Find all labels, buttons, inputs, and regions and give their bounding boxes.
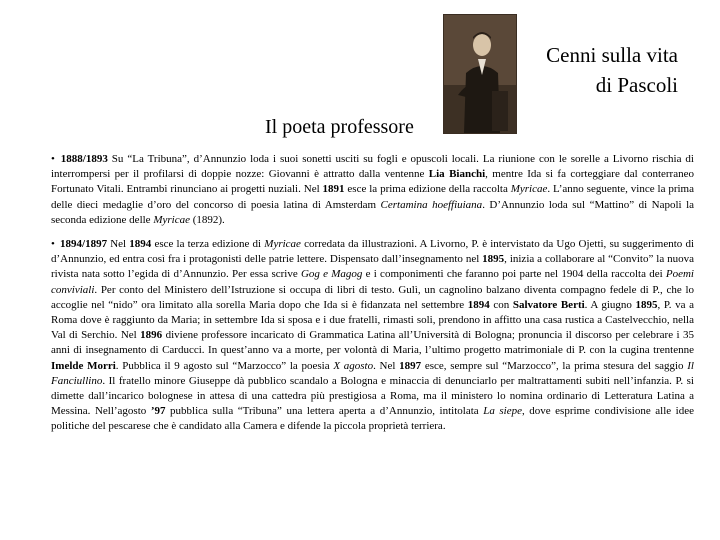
body-text: esce, sempre sul “Marzocco”, la prima stesura del saggio <box>421 359 688 372</box>
section-subtitle: Il poeta professore <box>265 116 414 138</box>
bold-text: Lia Bianchi <box>428 168 486 181</box>
body-text: pubblica sulla “Tribuna” una lettera aperta a d’Annunzio, intitolata <box>165 405 484 418</box>
bullet-icon: • <box>51 238 59 251</box>
bold-text: 1894 <box>129 238 152 251</box>
body-text: , inizia a collaborare al “Convito” la nuova rivista nata sotto l’egida di d’Annunzio. Per essa scrive <box>51 253 695 281</box>
body-text: con <box>489 298 513 311</box>
text-body <box>51 152 694 444</box>
portrait-photo <box>443 14 517 134</box>
body-text: . Pubblica il 9 agosto sul “Marzocco” la poesia <box>115 359 334 372</box>
bold-text: 1891 <box>322 183 345 196</box>
bullet-icon: • <box>51 153 59 165</box>
italic-title: X agosto <box>333 359 374 372</box>
body-text: , dove esprime condivisione alle idee politiche del pescarese che è candidato alla Camera e difende la piccola proprietà terriera. <box>51 405 695 433</box>
italic-title: La siepe <box>483 405 522 418</box>
bold-text: 1888/1893 <box>60 153 108 165</box>
body-text: Su “La Tribuna”, d’Annunzio loda i suoi sonetti usciti su fogli e opuscoli locali. La riunione con le sorelle a Livorno rischia di interrompersi per il profilarsi di doppie nozze: Giovanni è attratto dalla ventenne <box>51 153 694 181</box>
body-text: . Per conto del Ministero dell’Istruzione si occupa di libri di testo. Gulì, un cagnolino balzano diventa compagno fedele di P., che lo accoglie nel “nido” ora limitato alla sorella Maria dopo che Ida si è fidanzata nel settembre <box>51 283 694 311</box>
body-text: diviene professore incaricato di Grammatica Latina all’Università di Bologna; pronuncia il discorso per celebrare i 35 anni di insegnamento di Carducci. In quest’anno va a morte, per volontà di Maria, l’ultimo progetto matrimoniale di P. con la cugina trentenne <box>51 329 695 357</box>
body-text: . L’anno seguente, vince la prima delle dieci medaglie d’oro del concorso di poesia latina di Amsterdam <box>51 183 694 211</box>
paragraph-2 <box>51 237 694 435</box>
bold-text: ’97 <box>150 405 166 418</box>
bold-text: Imelde Morri <box>51 359 116 372</box>
italic-title: Certamina hoeffiuiana <box>380 198 483 211</box>
body-text: corredata da illustrazioni. A Livorno, P. è intervistato da Ugo Ojetti, su suggerimento di d’Annunzio, ed entra così fra i protagonisti delle patrie lettere. Dispensato dall’insegnamento nel <box>51 238 694 266</box>
body-text: . Nel <box>373 359 400 372</box>
title-line-2: di Pascoli <box>595 73 678 97</box>
title-line-1: Cenni sulla vita <box>546 43 678 67</box>
body-text: (1892). <box>189 213 225 226</box>
body-text: esce la terza edizione di <box>151 238 265 251</box>
italic-title: Gog e Magog <box>300 268 363 281</box>
body-text: Nel <box>107 238 130 251</box>
bold-text: 1895 <box>635 298 658 311</box>
bold-text: Salvatore Berti <box>512 298 585 311</box>
italic-title: Poemi conviviali <box>51 268 694 296</box>
italic-title: Myricae <box>153 213 190 226</box>
bold-text: 1897 <box>399 359 422 372</box>
body-text: e i componimenti che faranno poi parte nel 1904 della raccolta dei <box>362 268 666 281</box>
bold-text: 1894 <box>467 298 490 311</box>
paragraph-1 <box>51 152 694 228</box>
portrait-figure-icon <box>444 15 516 133</box>
bold-text: 1896 <box>140 329 163 342</box>
bold-text: 1894/1897 <box>60 238 108 251</box>
italic-title: Myricae <box>510 183 548 196</box>
body-text: esce la prima edizione della raccolta <box>344 183 511 196</box>
body-text: . Il fratello minore Giuseppe dà pubblico scandalo a Bologna e minaccia di denunciarlo per maltrattamenti subiti nell’infanzia. P. si dimette dall’incarico bolognese in attesa di una cattedra più prestigiosa a Roma, ma il ministero lo nomina ordinario di Letteratura Latina a Messina. Nell’agosto <box>51 374 694 418</box>
body-text: . A giugno <box>584 298 636 311</box>
body-text: . D’Annunzio loda sul “Mattino” di Napoli la seconda edizione delle <box>51 198 695 226</box>
body-text: , mentre Ida si fa corteggiare dal conterraneo Fortunato Vitali. Entrambi rinunciano ai progetti nuziali. Nel <box>51 168 694 196</box>
bold-text: 1895 <box>482 253 505 266</box>
body-text: , P. va a Roma dove è raggiunto da Maria; in settembre Ida si sposa e i due fratelli, rimasti soli, prendono in affitto una casa rustica a Castelvecchio, nella Val di Serchio. Nel <box>51 298 694 342</box>
page-title <box>546 40 678 100</box>
italic-title: Il Fanciullino <box>51 359 694 387</box>
italic-title: Myricae <box>264 238 301 251</box>
